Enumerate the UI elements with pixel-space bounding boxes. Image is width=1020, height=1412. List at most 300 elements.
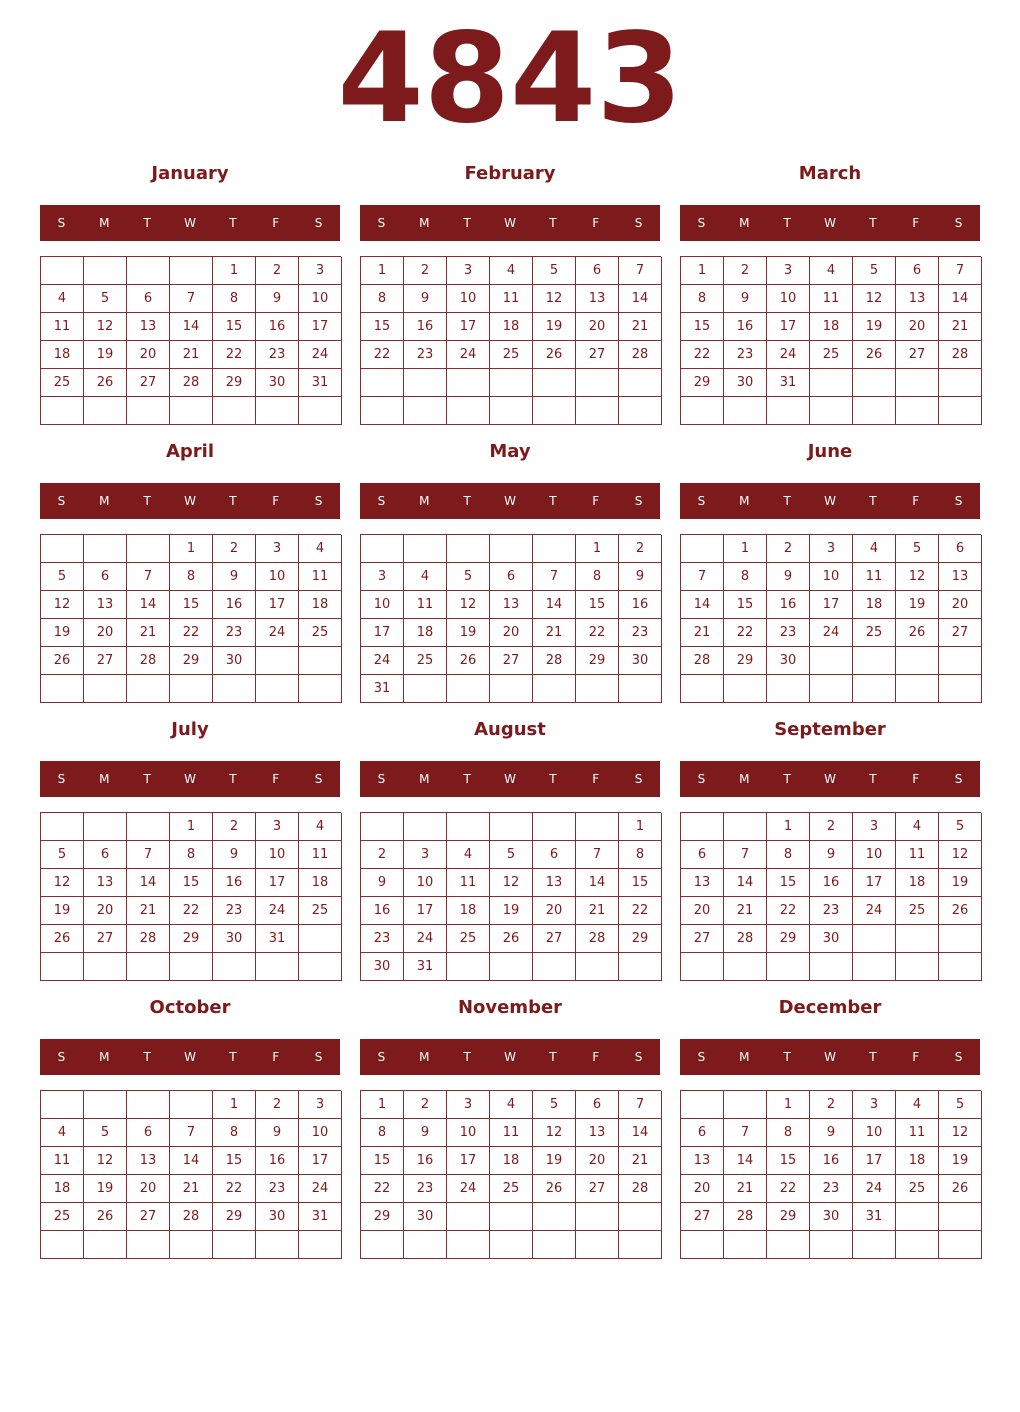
weekday-label: T [549, 772, 557, 786]
day-cell: 17 [853, 869, 896, 897]
weekday-label: S [377, 1050, 386, 1064]
day-cell: 18 [404, 619, 447, 647]
day-cell: 28 [170, 1203, 213, 1231]
day-cell: 26 [490, 925, 533, 953]
day-cell: 8 [361, 1119, 404, 1147]
day-cell: 8 [619, 841, 662, 869]
empty-day-cell [447, 953, 490, 981]
day-cell: 25 [896, 1175, 939, 1203]
empty-day-cell [939, 369, 982, 397]
day-cell: 9 [810, 1119, 853, 1147]
empty-day-cell [681, 1231, 724, 1259]
day-cell: 30 [213, 647, 256, 675]
day-cell: 15 [170, 869, 213, 897]
day-cell: 18 [299, 869, 342, 897]
empty-day-cell [361, 535, 404, 563]
day-cell: 4 [490, 1091, 533, 1119]
day-cell: 8 [767, 841, 810, 869]
day-cell: 8 [724, 563, 767, 591]
day-cell: 25 [490, 341, 533, 369]
day-cell: 25 [299, 619, 342, 647]
empty-day-cell [404, 675, 447, 703]
day-cell: 4 [41, 1119, 84, 1147]
weekday-label: S [377, 772, 386, 786]
day-cell: 24 [404, 925, 447, 953]
day-cell: 30 [724, 369, 767, 397]
empty-day-cell [576, 369, 619, 397]
day-cell: 5 [853, 257, 896, 285]
weekday-header [680, 1039, 980, 1075]
weekday-label: F [272, 1050, 280, 1064]
day-cell: 28 [576, 925, 619, 953]
day-cell: 10 [299, 285, 342, 313]
weekday-header [360, 205, 660, 241]
empty-day-cell [810, 647, 853, 675]
day-cell: 19 [939, 869, 982, 897]
weekday-label: T [783, 1050, 791, 1064]
empty-day-cell [853, 647, 896, 675]
empty-day-cell [853, 369, 896, 397]
weekday-label: T [463, 772, 471, 786]
day-cell: 13 [490, 591, 533, 619]
empty-day-cell [447, 675, 490, 703]
day-cell: 2 [256, 257, 299, 285]
day-cell: 23 [724, 341, 767, 369]
day-cell: 10 [404, 869, 447, 897]
day-cell: 22 [681, 341, 724, 369]
day-cell: 29 [361, 1203, 404, 1231]
day-cell: 31 [361, 675, 404, 703]
empty-day-cell [84, 535, 127, 563]
weekday-label: T [229, 216, 237, 230]
empty-day-cell [810, 1231, 853, 1259]
day-cell: 18 [810, 313, 853, 341]
day-cell: 27 [84, 647, 127, 675]
weekday-label: T [783, 772, 791, 786]
empty-day-cell [127, 257, 170, 285]
empty-day-cell [127, 1091, 170, 1119]
day-cell: 19 [84, 1175, 127, 1203]
month-title: October [149, 997, 231, 1018]
day-grid [680, 534, 981, 703]
day-cell: 29 [213, 1203, 256, 1231]
day-grid [360, 534, 661, 703]
empty-day-cell [490, 953, 533, 981]
day-cell: 22 [619, 897, 662, 925]
day-cell: 5 [447, 563, 490, 591]
day-cell: 25 [41, 1203, 84, 1231]
day-grid [360, 812, 661, 981]
day-cell: 1 [724, 535, 767, 563]
day-cell: 23 [256, 341, 299, 369]
day-cell: 31 [404, 953, 447, 981]
day-cell: 5 [896, 535, 939, 563]
empty-day-cell [724, 1231, 767, 1259]
weekday-label: F [912, 772, 920, 786]
day-cell: 24 [256, 619, 299, 647]
day-cell: 7 [939, 257, 982, 285]
day-cell: 14 [939, 285, 982, 313]
empty-day-cell [404, 397, 447, 425]
empty-day-cell [127, 1231, 170, 1259]
empty-day-cell [41, 1231, 84, 1259]
day-cell: 25 [896, 897, 939, 925]
day-cell: 17 [404, 897, 447, 925]
day-cell: 4 [896, 813, 939, 841]
day-cell: 9 [767, 563, 810, 591]
day-cell: 16 [767, 591, 810, 619]
weekday-label: T [869, 494, 877, 508]
weekday-label: F [912, 1050, 920, 1064]
day-cell: 4 [299, 535, 342, 563]
day-cell: 14 [576, 869, 619, 897]
day-cell: 29 [724, 647, 767, 675]
day-cell: 28 [127, 925, 170, 953]
empty-day-cell [724, 675, 767, 703]
day-cell: 26 [84, 369, 127, 397]
day-cell: 15 [213, 1147, 256, 1175]
weekday-label: S [377, 216, 386, 230]
day-cell: 5 [84, 285, 127, 313]
day-cell: 16 [404, 1147, 447, 1175]
empty-day-cell [896, 953, 939, 981]
empty-day-cell [533, 369, 576, 397]
day-cell: 22 [213, 341, 256, 369]
empty-day-cell [490, 1203, 533, 1231]
day-cell: 4 [810, 257, 853, 285]
empty-day-cell [724, 813, 767, 841]
day-cell: 15 [619, 869, 662, 897]
day-cell: 12 [533, 285, 576, 313]
empty-day-cell [576, 675, 619, 703]
empty-day-cell [447, 369, 490, 397]
empty-day-cell [619, 953, 662, 981]
day-cell: 7 [533, 563, 576, 591]
day-cell: 26 [853, 341, 896, 369]
day-cell: 10 [256, 841, 299, 869]
empty-day-cell [853, 675, 896, 703]
weekday-label: W [824, 216, 836, 230]
empty-day-cell [170, 1091, 213, 1119]
day-cell: 21 [619, 1147, 662, 1175]
day-cell: 11 [41, 313, 84, 341]
day-cell: 24 [853, 897, 896, 925]
day-cell: 11 [447, 869, 490, 897]
day-cell: 4 [41, 285, 84, 313]
weekday-label: M [99, 772, 110, 786]
weekday-label: S [954, 772, 963, 786]
day-cell: 25 [810, 341, 853, 369]
day-cell: 15 [681, 313, 724, 341]
day-cell: 21 [533, 619, 576, 647]
empty-day-cell [681, 675, 724, 703]
day-cell: 14 [724, 1147, 767, 1175]
day-cell: 20 [84, 619, 127, 647]
day-cell: 17 [853, 1147, 896, 1175]
day-cell: 28 [533, 647, 576, 675]
empty-day-cell [127, 813, 170, 841]
day-cell: 27 [490, 647, 533, 675]
weekday-label: T [463, 494, 471, 508]
empty-day-cell [127, 535, 170, 563]
day-cell: 22 [361, 341, 404, 369]
empty-day-cell [170, 675, 213, 703]
day-cell: 1 [767, 1091, 810, 1119]
day-cell: 3 [853, 813, 896, 841]
day-cell: 9 [361, 869, 404, 897]
empty-day-cell [896, 369, 939, 397]
day-cell: 16 [213, 869, 256, 897]
weekday-header [680, 205, 980, 241]
month-title: April [165, 441, 215, 462]
day-cell: 16 [361, 897, 404, 925]
empty-day-cell [361, 369, 404, 397]
empty-day-cell [576, 1231, 619, 1259]
weekday-label: F [592, 1050, 600, 1064]
day-cell: 3 [810, 535, 853, 563]
day-cell: 14 [619, 285, 662, 313]
weekday-label: T [463, 216, 471, 230]
day-cell: 7 [170, 285, 213, 313]
day-cell: 1 [361, 257, 404, 285]
weekday-label: S [697, 772, 706, 786]
weekday-label: T [869, 216, 877, 230]
weekday-label: M [419, 1050, 430, 1064]
day-cell: 3 [447, 1091, 490, 1119]
empty-day-cell [853, 925, 896, 953]
day-cell: 5 [41, 563, 84, 591]
day-cell: 28 [619, 1175, 662, 1203]
day-cell: 18 [853, 591, 896, 619]
day-cell: 29 [213, 369, 256, 397]
empty-day-cell [939, 953, 982, 981]
day-cell: 25 [853, 619, 896, 647]
day-cell: 26 [41, 647, 84, 675]
day-grid [40, 1090, 341, 1259]
day-cell: 12 [939, 1119, 982, 1147]
empty-day-cell [810, 675, 853, 703]
empty-day-cell [447, 813, 490, 841]
day-cell: 3 [767, 257, 810, 285]
empty-day-cell [533, 535, 576, 563]
day-cell: 22 [767, 897, 810, 925]
day-cell: 8 [213, 1119, 256, 1147]
day-cell: 28 [619, 341, 662, 369]
day-cell: 22 [361, 1175, 404, 1203]
day-cell: 27 [84, 925, 127, 953]
day-cell: 17 [256, 591, 299, 619]
empty-day-cell [361, 397, 404, 425]
day-cell: 26 [939, 1175, 982, 1203]
weekday-label: F [592, 216, 600, 230]
day-cell: 12 [490, 869, 533, 897]
day-cell: 11 [896, 1119, 939, 1147]
day-cell: 11 [299, 563, 342, 591]
empty-day-cell [853, 953, 896, 981]
year-title: 4843 [337, 7, 683, 151]
weekday-label: S [634, 1050, 643, 1064]
empty-day-cell [490, 535, 533, 563]
day-cell: 1 [767, 813, 810, 841]
empty-day-cell [84, 953, 127, 981]
weekday-header [360, 761, 660, 797]
weekday-header [40, 483, 340, 519]
day-cell: 16 [810, 1147, 853, 1175]
day-cell: 21 [724, 1175, 767, 1203]
day-cell: 14 [533, 591, 576, 619]
day-cell: 15 [361, 1147, 404, 1175]
weekday-label: T [869, 772, 877, 786]
empty-day-cell [896, 675, 939, 703]
empty-day-cell [447, 1203, 490, 1231]
weekday-label: W [824, 772, 836, 786]
weekday-label: F [592, 494, 600, 508]
day-cell: 9 [619, 563, 662, 591]
empty-day-cell [724, 397, 767, 425]
day-cell: 26 [41, 925, 84, 953]
month-title: August [474, 719, 546, 740]
day-cell: 23 [213, 897, 256, 925]
day-cell: 14 [681, 591, 724, 619]
empty-day-cell [490, 397, 533, 425]
day-cell: 23 [810, 1175, 853, 1203]
day-cell: 6 [681, 1119, 724, 1147]
day-cell: 3 [299, 1091, 342, 1119]
day-cell: 20 [576, 1147, 619, 1175]
empty-day-cell [939, 1231, 982, 1259]
day-cell: 18 [490, 313, 533, 341]
day-cell: 28 [724, 1203, 767, 1231]
day-cell: 27 [127, 369, 170, 397]
day-cell: 7 [170, 1119, 213, 1147]
weekday-header [40, 205, 340, 241]
day-cell: 1 [576, 535, 619, 563]
day-cell: 13 [84, 591, 127, 619]
empty-day-cell [361, 1231, 404, 1259]
day-cell: 6 [84, 563, 127, 591]
empty-day-cell [767, 397, 810, 425]
day-cell: 12 [41, 591, 84, 619]
empty-day-cell [404, 813, 447, 841]
weekday-label: M [99, 494, 110, 508]
day-cell: 17 [361, 619, 404, 647]
day-cell: 19 [853, 313, 896, 341]
weekday-label: M [739, 772, 750, 786]
weekday-label: M [739, 1050, 750, 1064]
day-cell: 10 [853, 1119, 896, 1147]
weekday-label: T [143, 216, 151, 230]
day-cell: 26 [447, 647, 490, 675]
weekday-label: S [697, 494, 706, 508]
day-grid [40, 256, 341, 425]
empty-day-cell [213, 953, 256, 981]
day-cell: 22 [170, 897, 213, 925]
day-cell: 18 [41, 341, 84, 369]
day-cell: 11 [490, 1119, 533, 1147]
day-cell: 16 [810, 869, 853, 897]
day-cell: 20 [490, 619, 533, 647]
day-cell: 18 [447, 897, 490, 925]
empty-day-cell [127, 953, 170, 981]
day-cell: 11 [41, 1147, 84, 1175]
day-cell: 19 [84, 341, 127, 369]
day-cell: 31 [853, 1203, 896, 1231]
day-cell: 23 [619, 619, 662, 647]
day-cell: 29 [170, 647, 213, 675]
day-cell: 14 [170, 1147, 213, 1175]
empty-day-cell [533, 1203, 576, 1231]
day-cell: 16 [404, 313, 447, 341]
day-cell: 28 [724, 925, 767, 953]
empty-day-cell [84, 397, 127, 425]
day-cell: 23 [404, 1175, 447, 1203]
day-cell: 19 [896, 591, 939, 619]
day-cell: 7 [681, 563, 724, 591]
weekday-label: T [143, 494, 151, 508]
empty-day-cell [127, 675, 170, 703]
weekday-label: S [314, 1050, 323, 1064]
weekday-label: F [592, 772, 600, 786]
day-cell: 2 [361, 841, 404, 869]
day-cell: 28 [939, 341, 982, 369]
weekday-label: M [739, 216, 750, 230]
empty-day-cell [939, 397, 982, 425]
empty-day-cell [767, 953, 810, 981]
weekday-label: M [419, 216, 430, 230]
day-cell: 25 [404, 647, 447, 675]
day-cell: 7 [619, 1091, 662, 1119]
day-cell: 15 [724, 591, 767, 619]
day-cell: 9 [213, 563, 256, 591]
weekday-label: M [419, 772, 430, 786]
day-cell: 16 [256, 1147, 299, 1175]
day-cell: 27 [533, 925, 576, 953]
day-cell: 12 [896, 563, 939, 591]
day-cell: 21 [724, 897, 767, 925]
empty-day-cell [681, 535, 724, 563]
day-cell: 29 [767, 1203, 810, 1231]
day-cell: 13 [681, 869, 724, 897]
day-cell: 18 [490, 1147, 533, 1175]
empty-day-cell [170, 953, 213, 981]
empty-day-cell [619, 369, 662, 397]
day-cell: 7 [127, 841, 170, 869]
day-cell: 6 [576, 257, 619, 285]
day-cell: 23 [810, 897, 853, 925]
empty-day-cell [41, 675, 84, 703]
day-cell: 11 [490, 285, 533, 313]
empty-day-cell [533, 397, 576, 425]
empty-day-cell [299, 647, 342, 675]
day-cell: 17 [447, 313, 490, 341]
day-cell: 6 [490, 563, 533, 591]
day-cell: 17 [299, 1147, 342, 1175]
weekday-label: T [229, 1050, 237, 1064]
weekday-label: S [954, 216, 963, 230]
empty-day-cell [41, 397, 84, 425]
weekday-header [40, 761, 340, 797]
day-cell: 14 [127, 869, 170, 897]
empty-day-cell [299, 1231, 342, 1259]
day-cell: 27 [939, 619, 982, 647]
weekday-label: T [549, 494, 557, 508]
empty-day-cell [939, 647, 982, 675]
day-cell: 27 [681, 1203, 724, 1231]
day-cell: 31 [299, 369, 342, 397]
day-cell: 28 [681, 647, 724, 675]
weekday-label: S [954, 494, 963, 508]
weekday-label: T [869, 1050, 877, 1064]
